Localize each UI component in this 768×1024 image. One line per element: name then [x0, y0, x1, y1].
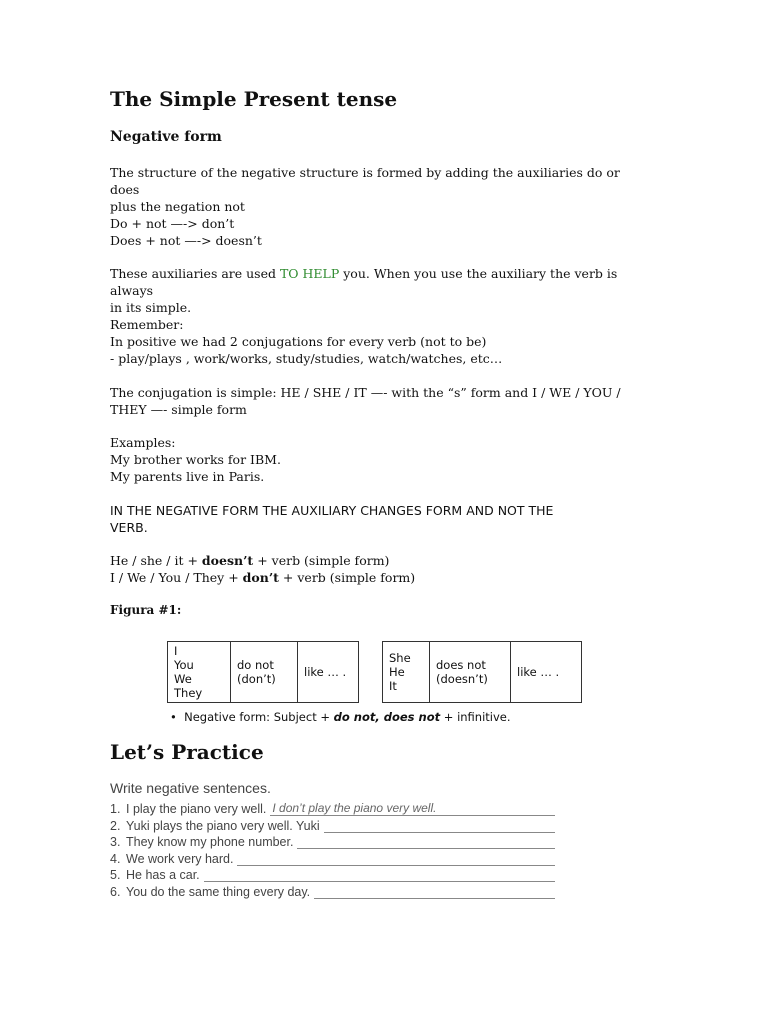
answer-line[interactable]	[270, 801, 555, 816]
subject-they: They	[174, 686, 203, 700]
negative-note-paragraph	[110, 502, 650, 536]
figure-note	[170, 710, 511, 724]
list-item	[110, 833, 555, 849]
remember-line-1: In positive we had 2 conjugations for every verb (not to be)	[110, 334, 487, 349]
item-prompt: We work very hard.	[126, 851, 234, 866]
answer-line[interactable]	[324, 821, 555, 833]
formula-line-2	[110, 569, 650, 586]
item-prompt: You do the same thing every day.	[126, 884, 311, 899]
subject-we: We	[174, 672, 192, 686]
formula-2-auxiliary: don’t	[242, 570, 279, 585]
figure-note-subject: Negative form: Subject +	[184, 710, 334, 724]
intro-line-1: The structure of the negative structure is formed by adding the auxiliaries do or does	[110, 165, 620, 197]
intro-paragraph	[110, 164, 650, 215]
aux-dont: (don’t)	[237, 672, 276, 686]
auxiliary-cell	[231, 642, 298, 703]
conjugation-line-2: THEY —- simple form	[110, 402, 247, 417]
help-line-1	[110, 265, 650, 299]
intro-line-2: plus the negation not	[110, 199, 245, 214]
answer-line[interactable]	[314, 887, 555, 899]
subject-he: He	[389, 665, 405, 679]
rule-line-2: Does + not —-> doesn’t	[110, 233, 262, 248]
examples-paragraph	[110, 434, 650, 485]
bullet-icon: •	[170, 710, 177, 724]
figure-table-singular	[382, 641, 582, 703]
list-item	[110, 866, 555, 882]
subject-you: You	[174, 658, 194, 672]
item-number: 6.	[110, 884, 121, 899]
subject-it: It	[389, 679, 397, 693]
help-line-2: in its simple.	[110, 300, 192, 315]
remember-line-2: - play/plays , work/works, study/studies, watch/watches, etc…	[110, 351, 503, 366]
aux-doesnt: (doesn’t)	[436, 672, 488, 686]
examples-heading: Examples:	[110, 435, 176, 450]
remember-heading: Remember:	[110, 317, 184, 332]
answer-line[interactable]	[237, 854, 555, 866]
formula-1-verb: + verb (simple form)	[253, 553, 390, 568]
item-prompt: I play the piano very well.	[126, 802, 267, 816]
formula-2-verb: + verb (simple form)	[278, 570, 416, 585]
answer-line[interactable]	[204, 870, 555, 882]
list-item	[110, 800, 555, 816]
formula-1-subject: He / she / it +	[110, 553, 202, 568]
rule-line-1: Do + not —-> don’t	[110, 216, 235, 231]
subject-i: I	[174, 644, 178, 658]
section-subtitle: Negative form	[110, 129, 222, 145]
answer-line[interactable]	[297, 837, 555, 849]
formula-line-1	[110, 552, 650, 569]
example-answer: I don’t play the piano very well.	[272, 801, 437, 815]
aux-does-not: does not	[436, 658, 486, 672]
figure-note-auxiliaries: do not, does not	[333, 710, 441, 724]
example-line-1: My brother works for IBM.	[110, 452, 281, 467]
item-number: 4.	[110, 851, 121, 866]
help-highlight: TO HELP	[279, 266, 340, 281]
help-paragraph	[110, 265, 650, 316]
verb-cell: like … .	[298, 642, 359, 703]
negative-note-line-1: IN THE NEGATIVE FORM THE AUXILIARY CHANGES FORM AND NOT THE	[110, 503, 554, 518]
help-text-after: you. When you use the auxiliary the verb is always	[110, 266, 618, 298]
list-item	[110, 850, 555, 866]
aux-do-not: do not	[237, 658, 274, 672]
conjugation-paragraph	[110, 384, 650, 418]
help-text-before: These auxiliaries are used	[110, 266, 280, 281]
formula-2-subject: I / We / You / They +	[110, 570, 243, 585]
example-line-2: My parents live in Paris.	[110, 469, 265, 484]
item-prompt: He has a car.	[126, 868, 200, 882]
page-title: The Simple Present tense	[110, 87, 398, 111]
remember-paragraph	[110, 316, 650, 367]
negative-note-line-2: VERB.	[110, 520, 148, 535]
formula-1-auxiliary: doesn’t	[201, 553, 254, 568]
figure-label: Figura #1:	[110, 603, 182, 617]
item-prompt: Yuki plays the piano very well. Yuki	[126, 818, 320, 833]
figure-table-plural	[167, 641, 359, 703]
worksheet-heading: Write negative sentences.	[110, 780, 271, 796]
item-number: 1.	[110, 802, 121, 816]
practice-title: Let’s Practice	[110, 740, 264, 764]
subject-cell	[383, 642, 430, 703]
conjugation-line-1: The conjugation is simple: HE / SHE / IT —- with the “s” form and I / WE / YOU /	[110, 385, 621, 400]
list-item	[110, 883, 555, 899]
item-number: 5.	[110, 868, 121, 882]
practice-worksheet	[110, 780, 555, 899]
figure-note-infinitive: + infinitive.	[440, 710, 511, 724]
item-number: 2.	[110, 818, 121, 833]
subject-she: She	[389, 651, 411, 665]
item-prompt: They know my phone number.	[126, 835, 294, 849]
auxiliary-cell	[430, 642, 511, 703]
item-number: 3.	[110, 835, 121, 849]
subject-cell	[168, 642, 231, 703]
verb-cell: like … .	[511, 642, 582, 703]
list-item	[110, 817, 555, 833]
rules-paragraph	[110, 215, 650, 249]
formulas-paragraph	[110, 552, 650, 586]
